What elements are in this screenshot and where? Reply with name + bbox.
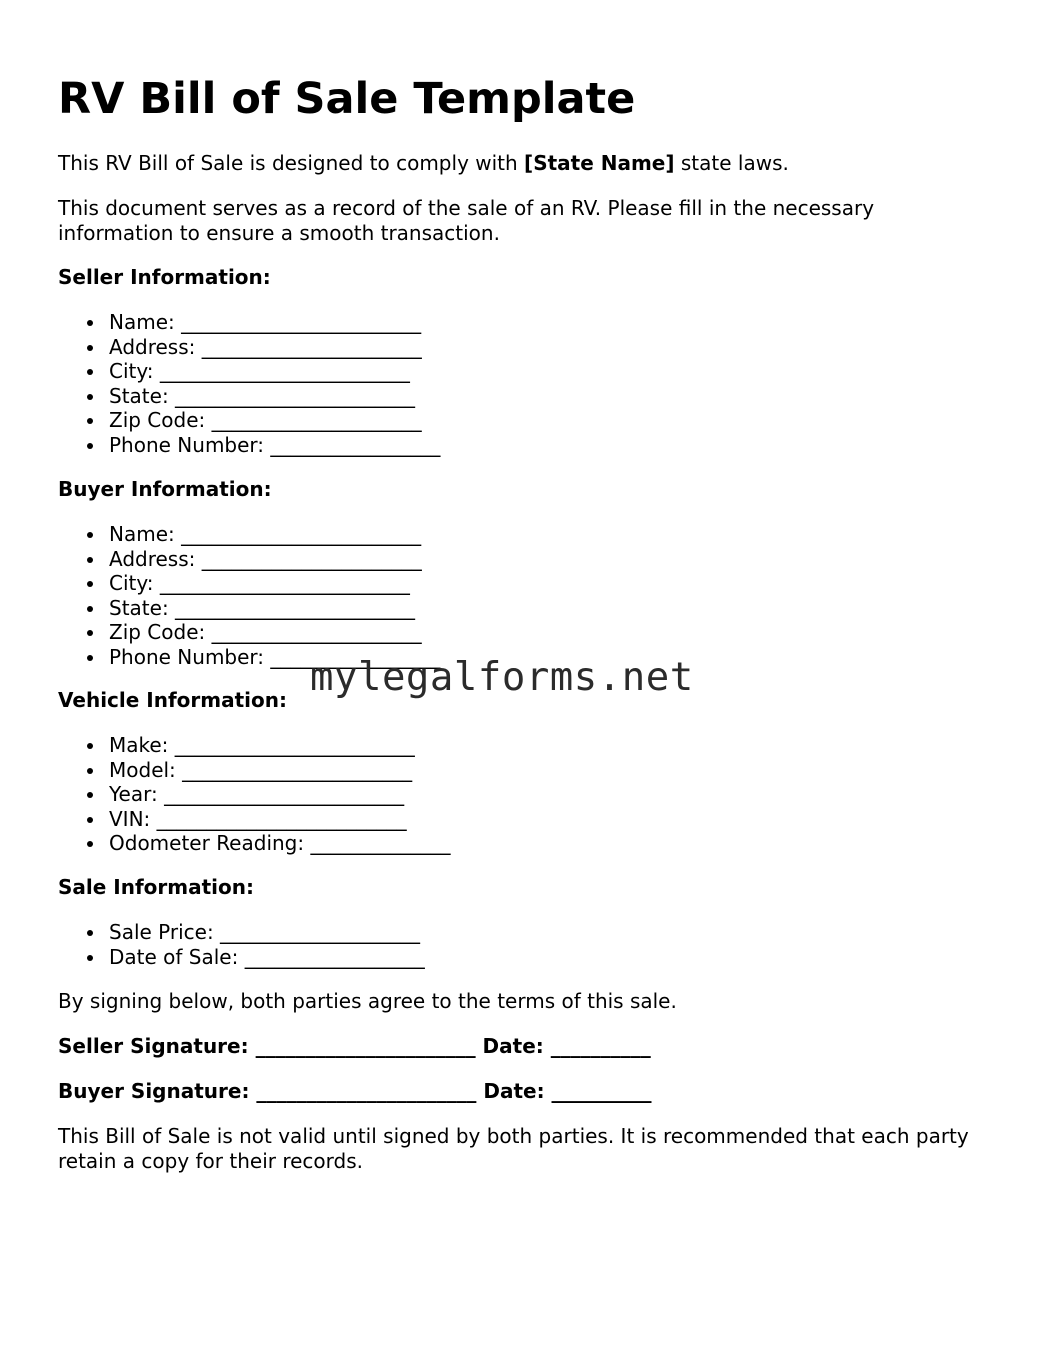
- vehicle-make-field: Make: ________________________: [109, 733, 450, 758]
- intro-text-before: This RV Bill of Sale is designed to comply with: [58, 151, 525, 175]
- vehicle-field-list: [58, 733, 450, 856]
- intro-text-after: state laws.: [674, 151, 789, 175]
- seller-section-heading: Seller Information:: [58, 265, 271, 289]
- buyer-state-field: State: ________________________: [109, 596, 440, 621]
- description-paragraph: This document serves as a record of the sale of an RV. Please fill in the necessary information to ensure a smooth transaction.: [58, 196, 875, 245]
- seller-zip-field: Zip Code: _____________________: [109, 408, 440, 433]
- seller-state-field: State: ________________________: [109, 384, 440, 409]
- sale-field-list: [58, 920, 425, 969]
- vehicle-odometer-field: Odometer Reading: ______________: [109, 831, 451, 855]
- vehicle-vin-field: VIN: _________________________: [109, 807, 450, 832]
- buyer-city-field: City: _________________________: [109, 571, 440, 596]
- buyer-phone-field: Phone Number: _________________: [109, 644, 441, 669]
- sale-section-heading: Sale Information:: [58, 875, 254, 899]
- buyer-name-field: Name: ________________________: [109, 522, 440, 547]
- seller-phone-field: Phone Number: _________________: [109, 432, 441, 457]
- seller-signature-line: Seller Signature: ______________________ Date: __________: [58, 1034, 651, 1058]
- buyer-field-list: [58, 522, 440, 669]
- seller-address-field: Address: ______________________: [109, 335, 440, 360]
- watermark-text: mylegalforms.net: [310, 655, 694, 700]
- sale-price-field: Sale Price: ____________________: [109, 920, 425, 945]
- vehicle-year-field: Year: ________________________: [109, 782, 450, 807]
- vehicle-model-field: Model: _______________________: [109, 758, 450, 783]
- buyer-zip-field: Zip Code: _____________________: [109, 620, 440, 645]
- seller-name-field: Name: ________________________: [109, 310, 440, 335]
- vehicle-section-heading: Vehicle Information:: [58, 688, 287, 712]
- agreement-paragraph: By signing below, both parties agree to the terms of this sale.: [58, 989, 677, 1013]
- buyer-signature-line: Buyer Signature: ______________________ Date: __________: [58, 1079, 652, 1103]
- buyer-address-field: Address: ______________________: [109, 547, 440, 572]
- seller-city-field: City: _________________________: [109, 359, 440, 384]
- page-title: RV Bill of Sale Template: [58, 74, 636, 124]
- intro-paragraph: [58, 151, 993, 176]
- state-name-placeholder: [State Name]: [524, 151, 675, 175]
- closing-paragraph: This Bill of Sale is not valid until signed by both parties. It is recommended that each party retain a copy for their records.: [58, 1124, 969, 1173]
- buyer-section-heading: Buyer Information:: [58, 477, 272, 501]
- seller-field-list: [58, 310, 440, 457]
- sale-date-field: Date of Sale: __________________: [109, 944, 425, 969]
